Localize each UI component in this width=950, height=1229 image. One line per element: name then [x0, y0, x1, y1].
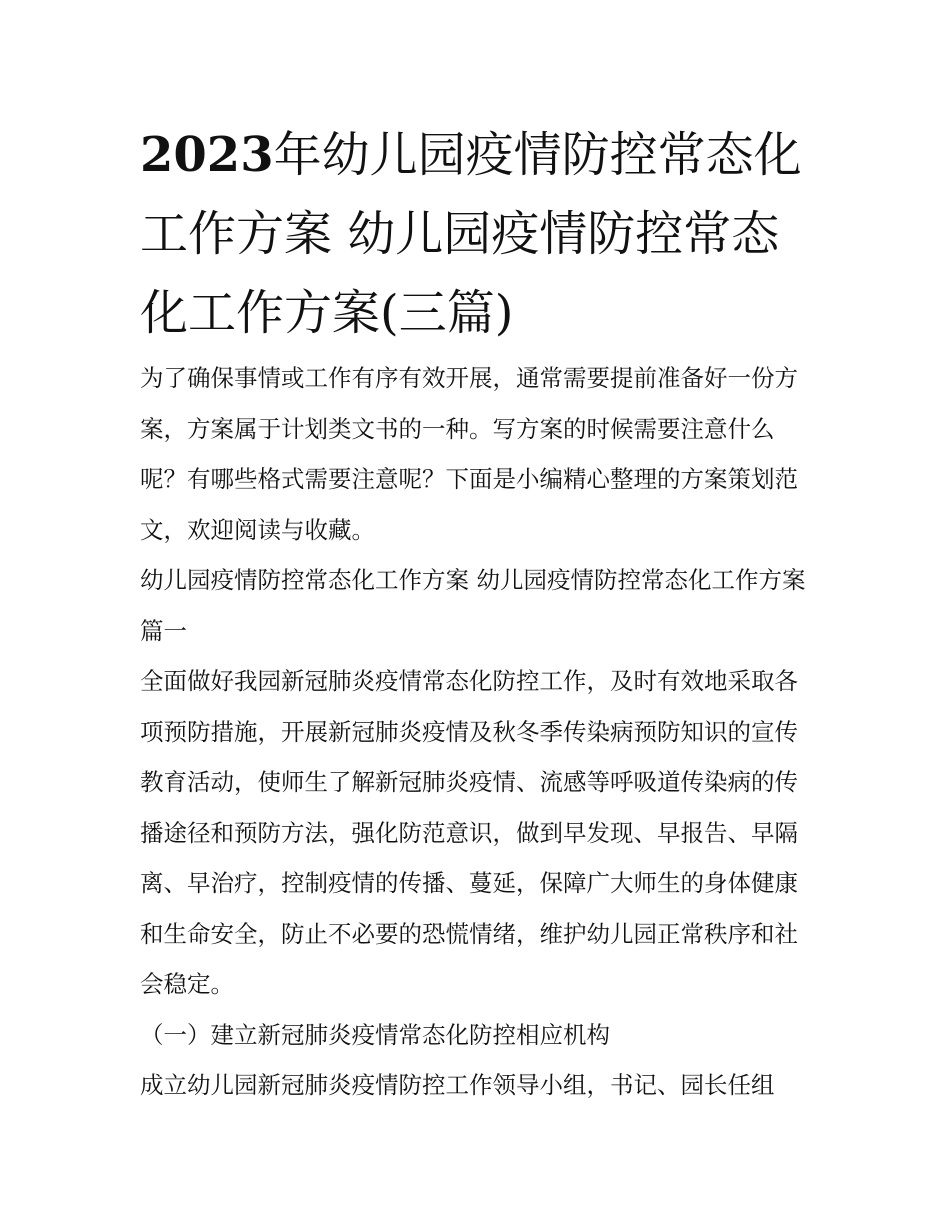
- paragraph-organization: 成立幼儿园新冠肺炎疫情防控工作领导小组，书记、园长任组: [140, 1071, 775, 1099]
- document-title: [140, 116, 820, 353]
- document-title-text: 年幼儿园疫情防控常态化工作方案 幼儿园疫情防控常态化工作方案(三篇): [140, 127, 802, 341]
- paragraph-overview: 全面做好我园新冠肺炎疫情常态化防控工作，及时有效地采取各项预防措施，开展新冠肺炎疫情及秋冬季传染病预防知识的宣传教育活动，使师生了解新冠肺炎疫情、流感等呼吸道传染病的传播途径和预防方法，强化防范意识，做到早发现、早报告、早隔离、早治疗，控制疫情的传播、蔓延，保障广大师生的身体健康和生命安全，防止不必要的恐慌情绪，维护幼儿园正常秩序和社会稳定。: [140, 667, 798, 998]
- paragraph-section-heading: 幼儿园疫情防控常态化工作方案 幼儿园疫情防控常态化工作方案篇一: [140, 566, 806, 645]
- paragraph-subheading: （一）建立新冠肺炎疫情常态化防控相应机构: [140, 1020, 610, 1049]
- paragraph-intro: 为了确保事情或工作有序有效开展，通常需要提前准备好一份方案，方案属于计划类文书的一种。写方案的时候需要注意什么呢？有哪些格式需要注意呢？下面是小编精心整理的方案策划范文，欢迎阅读与收藏。: [140, 364, 798, 544]
- document-title-year: 2023: [140, 127, 274, 183]
- document-body: [140, 353, 820, 1111]
